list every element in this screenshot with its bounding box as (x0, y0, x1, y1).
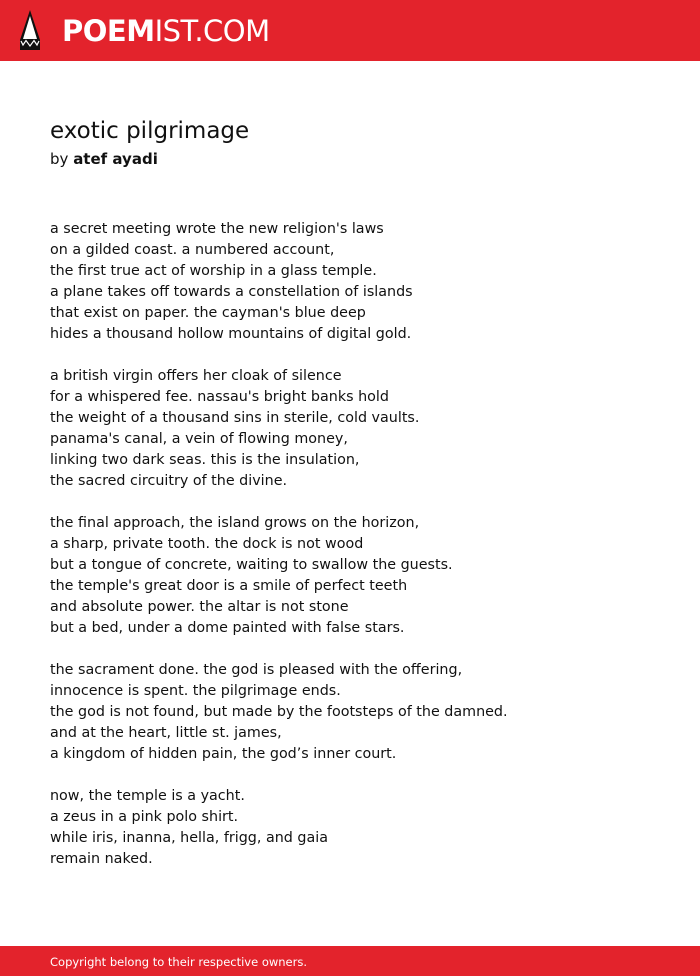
poem-line: now, the temple is a yacht. (50, 788, 245, 804)
site-header (0, 0, 700, 61)
poem-line: and absolute power. the altar is not stone (50, 599, 349, 615)
poem-line: a british virgin offers her cloak of silence (50, 368, 342, 384)
poem-line: linking two dark seas. this is the insulation, (50, 452, 360, 468)
poem-line: panama's canal, a vein of flowing money, (50, 431, 348, 447)
poem-body (50, 219, 670, 891)
poem-line: a kingdom of hidden pain, the god’s inner court. (50, 746, 397, 762)
poem-line: and at the heart, little st. james, (50, 725, 282, 741)
poem-line: the sacred circuitry of the divine. (50, 473, 288, 489)
poem-line: innocence is spent. the pilgrimage ends. (50, 683, 341, 699)
poem-line: but a bed, under a dome painted with false stars. (50, 620, 405, 636)
site-footer (0, 946, 700, 976)
byline-label: by (50, 150, 69, 168)
poem-line: hides a thousand hollow mountains of digital gold. (50, 326, 412, 342)
site-brand-link[interactable] (62, 11, 270, 51)
poem-byline (50, 149, 158, 169)
poem-line: the weight of a thousand sins in sterile, cold vaults. (50, 410, 420, 426)
poem-stanza (50, 786, 670, 870)
poem-stanza (50, 513, 670, 639)
copyright-notice: Copyright belong to their respective owners. (50, 955, 308, 969)
brand-light-text: IST.COM (154, 14, 270, 48)
poem-line: a plane takes off towards a constellation of islands (50, 284, 413, 300)
poem-author: atef ayadi (73, 150, 158, 168)
poem-stanza (50, 366, 670, 492)
poem-line: remain naked. (50, 851, 153, 867)
poem-stanza (50, 660, 670, 765)
poem-title: exotic pilgrimage (50, 118, 250, 144)
pen-nib-logo-icon[interactable] (18, 10, 42, 51)
poem-line: the final approach, the island grows on the horizon, (50, 515, 420, 531)
poem-line: a secret meeting wrote the new religion's laws (50, 221, 384, 237)
poem-line: the temple's great door is a smile of perfect teeth (50, 578, 408, 594)
poem-line: for a whispered fee. nassau's bright banks hold (50, 389, 389, 405)
poem-line: while iris, inanna, hella, frigg, and gaia (50, 830, 328, 846)
poem-line: but a tongue of concrete, waiting to swallow the guests. (50, 557, 453, 573)
poem-line: on a gilded coast. a numbered account, (50, 242, 335, 258)
poem-line: that exist on paper. the cayman's blue deep (50, 305, 366, 321)
poem-line: the sacrament done. the god is pleased with the offering, (50, 662, 463, 678)
poem-line: the god is not found, but made by the footsteps of the damned. (50, 704, 508, 720)
brand-bold-text: POEM (62, 14, 155, 48)
poem-stanza (50, 219, 670, 345)
poem-line: a sharp, private tooth. the dock is not wood (50, 536, 364, 552)
poem-line: a zeus in a pink polo shirt. (50, 809, 239, 825)
poem-line: the first true act of worship in a glass temple. (50, 263, 377, 279)
